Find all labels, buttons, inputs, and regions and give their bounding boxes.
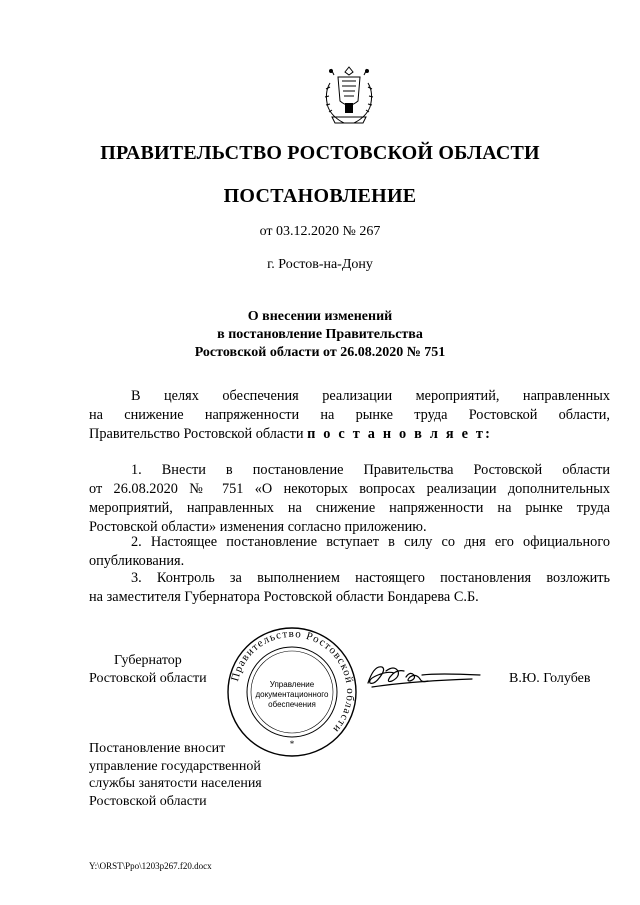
item-line: 1. Внести в постановление Правительства Ростовской области [131, 462, 610, 478]
introduced-by-line: службы занятости населения [89, 776, 262, 791]
item-line: опубликования. [89, 553, 185, 569]
stamp-inner-line: документационного [255, 690, 329, 699]
stamp-inner-line: Управление [269, 680, 315, 689]
stamp-outer-text: Правительство Ростовской области [229, 627, 357, 736]
preamble-paragraph [89, 387, 610, 444]
preamble-line: Правительство Ростовской области [89, 426, 308, 442]
introduced-by-line: управление государственной [89, 758, 261, 774]
resolution-item-3 [89, 569, 610, 607]
item-line: от 26.08.2020 № 751 «О некоторых вопросах реализации дополнительных [89, 481, 610, 497]
subject-line: в постановление Правительства [217, 327, 423, 342]
official-stamp [225, 625, 359, 759]
document-subject [0, 308, 640, 362]
document-type-title: ПОСТАНОВЛЕНИЕ [223, 185, 417, 207]
resolution-item-1 [89, 461, 610, 537]
resolves-keyword: п о с т а н о в л я е т: [307, 426, 493, 442]
preamble-line-final [89, 425, 610, 444]
document-city: г. Ростов-на-Дону [267, 257, 373, 272]
coat-of-arms-emblem [316, 63, 382, 129]
handwritten-signature [364, 657, 482, 693]
introduced-by-line: Ростовской области [89, 793, 207, 809]
footer-file-path: Y:\ORST\Ppo\1203p267.f20.docx [89, 861, 212, 871]
introduced-by-block [89, 740, 262, 810]
governor-region: Ростовской области [89, 671, 207, 686]
stamp-inner-line: обеспечения [268, 700, 316, 709]
subject-line: О внесении изменений [247, 309, 393, 324]
subject-line: Ростовской области от 26.08.2020 № 751 [194, 345, 446, 360]
governor-name: В.Ю. Голубев [509, 671, 591, 686]
item-line: мероприятий, направленных на снижение напряженности на рынке труда [89, 500, 610, 516]
stamp-star-icon: * [289, 739, 295, 749]
resolution-item-2 [89, 533, 610, 571]
governor-title: Губернатор [114, 653, 182, 668]
item-line: 3. Контроль за выполнением настоящего постановления возложить [131, 570, 610, 586]
item-line: 2. Настоящее постановление вступает в силу со дня его официального [131, 534, 610, 550]
introduced-by-line: Постановление вносит [89, 741, 226, 756]
preamble-line: В целях обеспечения реализации мероприятий, направленных [131, 388, 610, 404]
item-line: на заместителя Губернатора Ростовской области Бондарева С.Б. [89, 589, 479, 605]
item-line: Ростовской области» изменения согласно приложению. [89, 519, 427, 535]
preamble-line: на снижение напряженности на рынке труда Ростовской области, [89, 407, 610, 423]
organization-title: ПРАВИТЕЛЬСТВО РОСТОВСКОЙ ОБЛАСТИ [100, 142, 540, 164]
document-date-number: от 03.12.2020 № 267 [259, 224, 381, 239]
